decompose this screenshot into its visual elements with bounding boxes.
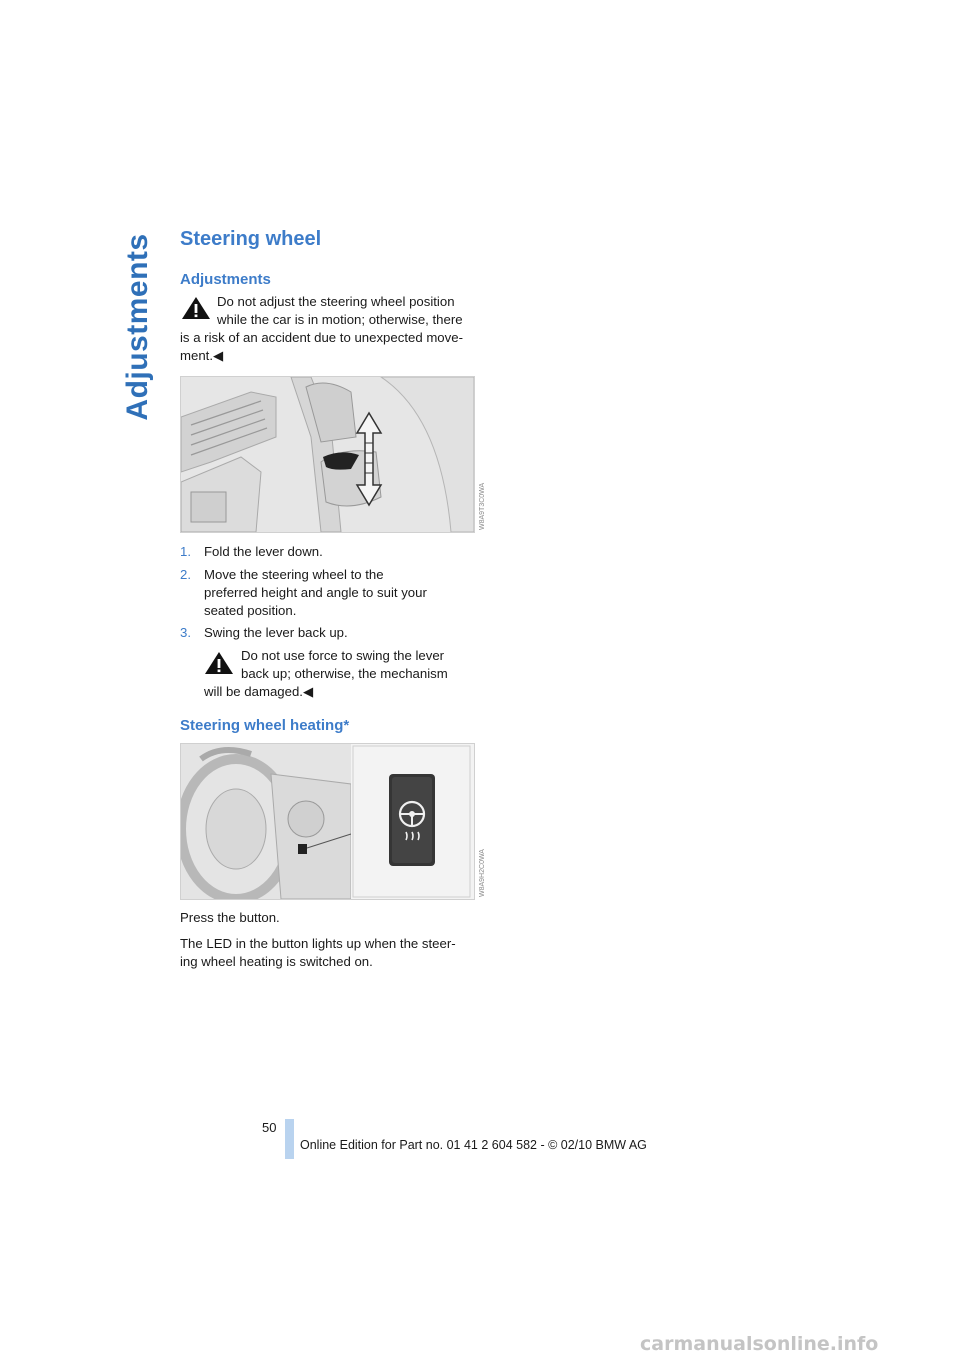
warning-icon bbox=[181, 296, 211, 320]
warning-icon bbox=[204, 651, 234, 675]
step-2-text-line3: seated position. bbox=[204, 603, 297, 618]
warning-text-line2: while the car is in motion; otherwise, there bbox=[217, 312, 463, 327]
side-tab bbox=[118, 232, 158, 422]
heating-paragraph-1: Press the button. bbox=[180, 910, 280, 925]
section-heading-heating: Steering wheel heating* bbox=[180, 717, 350, 734]
warning-text-line3: is a risk of an accident due to unexpected move- bbox=[180, 330, 463, 345]
step-1 bbox=[180, 543, 191, 561]
step-number: 3. bbox=[180, 625, 191, 640]
step-1-text: Fold the lever down. bbox=[204, 544, 323, 559]
warning2-text-line3: will be damaged.◀ bbox=[204, 684, 314, 699]
step-2-text-line2: preferred height and angle to suit your bbox=[204, 585, 427, 600]
steering-column-figure bbox=[180, 376, 475, 533]
side-tab-label: Adjustments bbox=[121, 233, 154, 421]
footer-bar bbox=[285, 1119, 294, 1159]
footer-edition: Online Edition for Part no. 01 41 2 604 582 - © 02/10 BMW AG bbox=[300, 1138, 647, 1152]
warning-text-line1: Do not adjust the steering wheel position bbox=[217, 294, 455, 309]
figure-code: W8A9T3C0WA bbox=[479, 482, 486, 530]
step-number: 2. bbox=[180, 567, 191, 582]
steering-heating-figure bbox=[180, 743, 475, 900]
section-heading-adjustments: Adjustments bbox=[180, 271, 271, 288]
page-title: Steering wheel bbox=[180, 228, 322, 250]
warning2-text-line1: Do not use force to swing the lever bbox=[241, 648, 445, 663]
step-2-text-line1: Move the steering wheel to the bbox=[204, 567, 384, 582]
page-number: 50 bbox=[262, 1120, 277, 1135]
step-3-text: Swing the lever back up. bbox=[204, 625, 348, 640]
step-number: 1. bbox=[180, 544, 191, 559]
warning-text-line4: ment.◀ bbox=[180, 348, 224, 363]
heating-paragraph-2-line2: ing wheel heating is switched on. bbox=[180, 954, 373, 969]
step-3 bbox=[180, 624, 191, 642]
figure-code: W8A9H2C0WA bbox=[479, 849, 486, 897]
watermark: carmanualsonline.info bbox=[640, 1333, 879, 1355]
step-2 bbox=[180, 566, 191, 584]
heating-paragraph-2-line1: The LED in the button lights up when the steer- bbox=[180, 936, 456, 951]
warning2-text-line2: back up; otherwise, the mechanism bbox=[241, 666, 448, 681]
